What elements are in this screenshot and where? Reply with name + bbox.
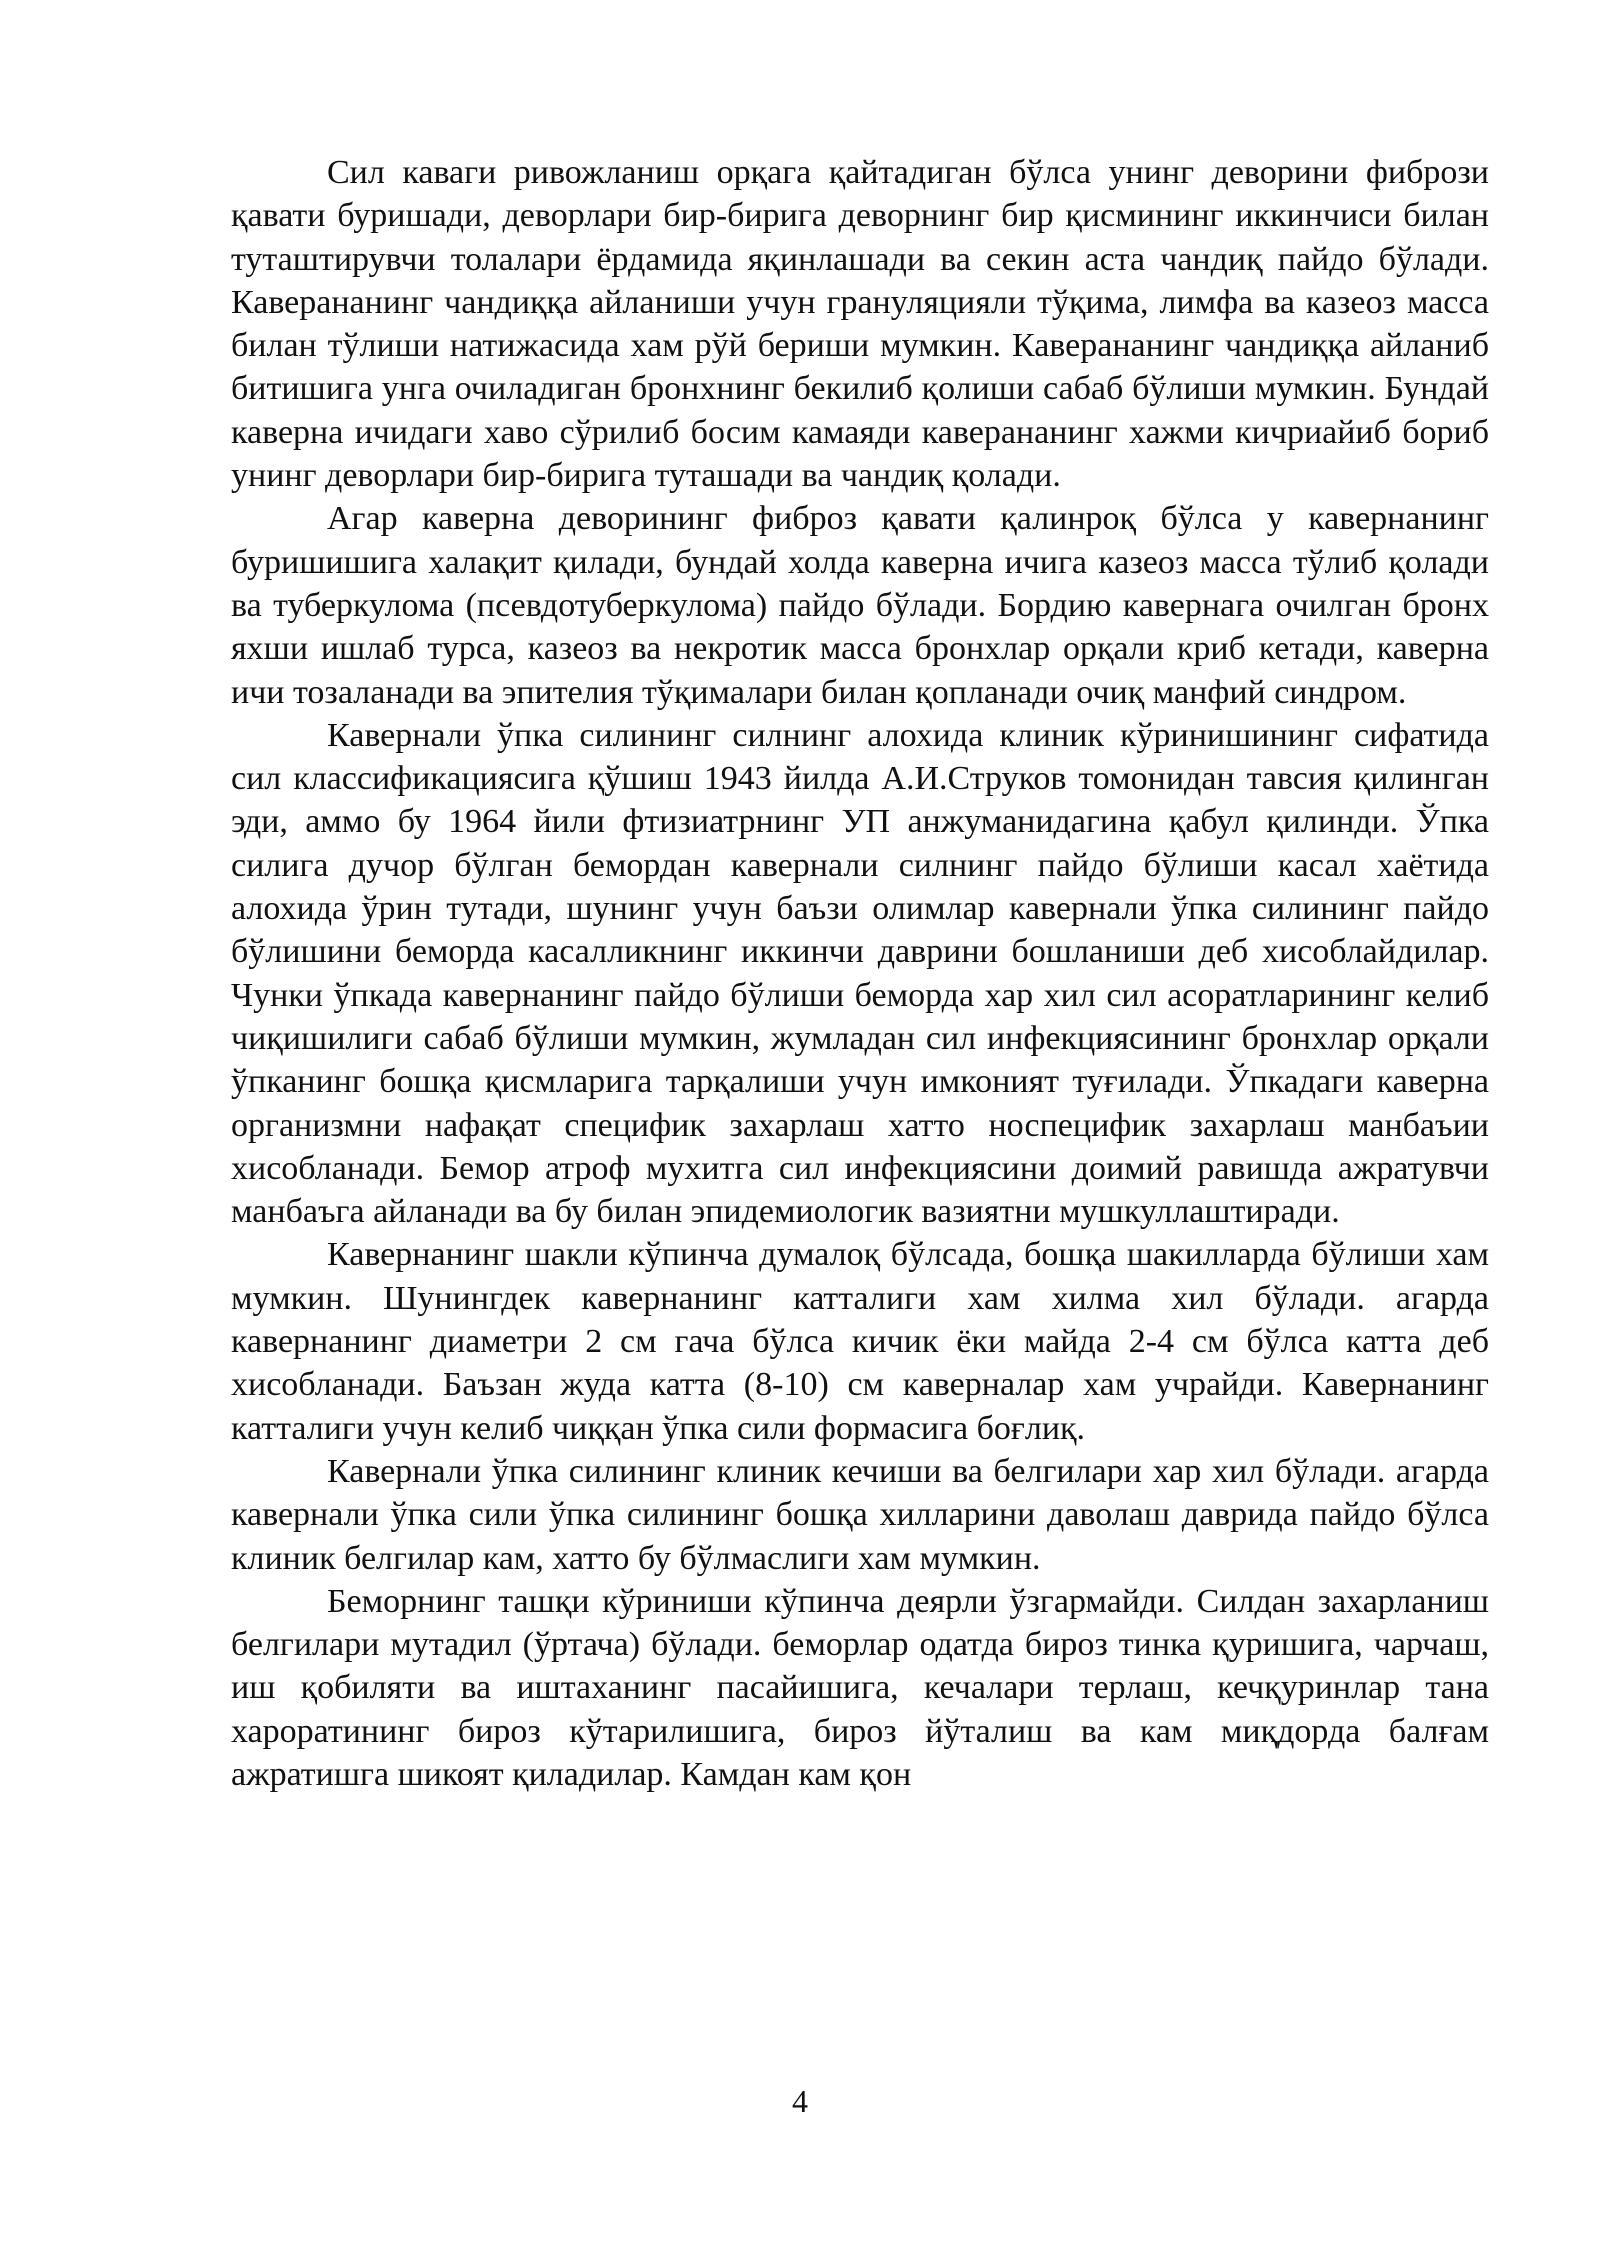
paragraph-5: Кавернали ўпка силининг клиник кечиши ва белгилари хар хил бўлади. агарда кавернали ўпка сили ўпка силининг бошқа хилларини даволаш даврида пайдо бўлса клиник белгилар кам, хатто бу бўлмаслиги хам мумкин.	[231, 1452, 1489, 1577]
page-number: 4	[792, 2083, 808, 2119]
paragraph-6: Беморнинг ташқи кўриниши кўпинча деярли ўзгармайди. Силдан захарланиш белгилари мутадил (ўртача) бўлади. беморлар одатда бироз тинка қуришига, чарчаш, иш қобиляти ва иштаханинг пасайишига, кечалари терлаш, кечқуринлар тана хароратининг бироз кўтарилишига, бироз йўталиш ва кам миқдорда балғам ажратишга шикоят қиладилар. Камдан кам қон	[231, 1582, 1489, 1793]
paragraph-3: Кавернали ўпка силининг силнинг алохида клиник кўринишининг сифатида сил классификациясига қўшиш 1943 йилда А.И.Струков томонидан тавсия қилинган эди, аммо бу 1964 йили фтизиатрнинг УП анжуманидагина қабул қилинди. Ўпка силига дучор бўлган бемордан кавернали силнинг пайдо бўлиши касал хаётида алохида ўрин тутади, шунинг учун баъзи олимлар кавернали ўпка силининг пайдо бўлишини беморда касалликнинг иккинчи даврини бошланиши деб хисоблайдилар. Чунки ўпкада кавернанинг пайдо бўлиши беморда хар хил сил асоратларининг келиб чиқишилиги сабаб бўлиши мумкин, жумладан сил инфекциясининг бронхлар орқали ўпканинг бошқа қисмларига тарқалиши учун имконият туғилади. Ўпкадаги каверна организмни нафақат специфик захарлаш хатто носпецифик захарлаш манбаъии хисобланади. Бемор атроф мухитга сил инфекциясини доимий равишда ажратувчи манбаъга айланади ва бу билан эпидемиологик вазиятни мушкуллаштиради.	[231, 716, 1489, 1231]
paragraph-2: Агар каверна деворининг фиброз қавати қалинроқ бўлса у кавернанинг буришишига халақит қилади, бундай холда каверна ичига казеоз масса тўлиб қолади ва туберкулома (псевдотуберкулома) пайдо бўлади. Бордию кавернага очилган бронх яхши ишлаб турса, казеоз ва некротик масса бронхлар орқали криб кетади, каверна ичи тозаланади ва эпителия тўқималари билан қопланади очиқ манфий синдром.	[231, 500, 1489, 711]
paragraph-4: Кавернанинг шакли кўпинча думалоқ бўлсада, бошқа шакилларда бўлиши хам мумкин. Шунингдек кавернанинг катталиги хам хилма хил бўлади. агарда кавернанинг диаметри 2 см гача бўлса кичик ёки майда 2-4 см бўлса катта деб хисобланади. Баъзан жуда катта (8-10) см каверналар хам учрайди. Кавернанинг катталиги учун келиб чиққан ўпка сили формасига боғлиқ.	[231, 1236, 1489, 1447]
paragraph-1: Сил каваги ривожланиш орқага қайтадиган бўлса унинг деворини фибрози қавати буришади, деворлари бир-бирига деворнинг бир қисмининг иккинчиси билан туташтирувчи толалари ёрдамида яқинлашади ва секин аста чандиқ пайдо бўлади. Каверананинг чандиққа айланиши учун грануляцияли тўқима, лимфа ва казеоз масса билан тўлиши натижасида хам рўй бериши мумкин. Каверананинг чандиққа айланиб битишига унга очиладиган бронхнинг бекилиб қолиши сабаб бўлиши мумкин. Бундай каверна ичидаги хаво сўрилиб босим камаяди каверананинг хажми кичриайиб бориб унинг деворлари бир-бирига туташади ва чандиқ қолади.	[231, 154, 1489, 495]
body-text	[231, 151, 1489, 1796]
